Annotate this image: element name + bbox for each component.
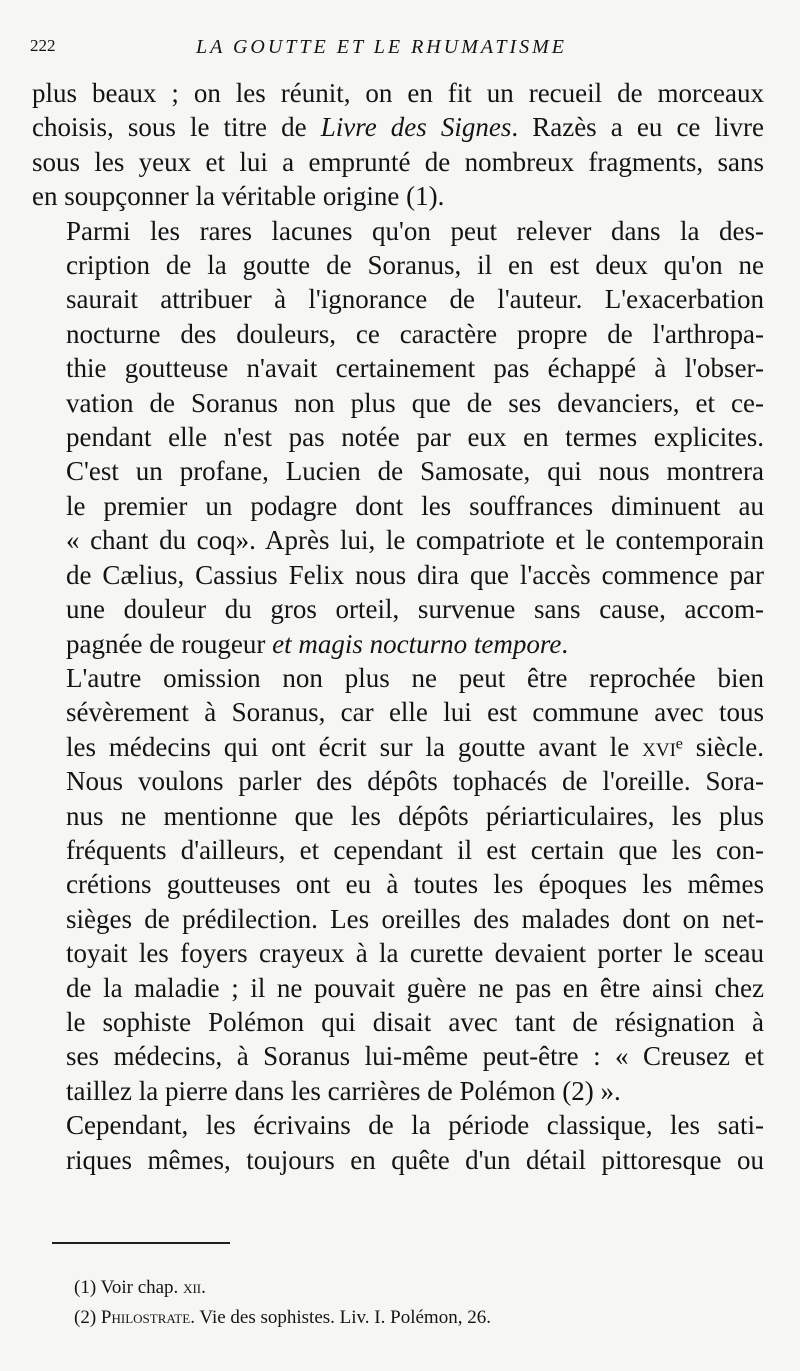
footnote: (2) Philostrate. Vie des sophistes. Liv. I. Polémon, 26. (74, 1307, 491, 1328)
text-line: le premier un podagre dont les souffrances diminuent au (66, 490, 764, 521)
page-header (30, 36, 770, 60)
text-line: saurait attribuer à l'ignorance de l'auteur. L'exacerbation (66, 284, 764, 315)
text-line: en soupçonner la véritable origine (1). (32, 181, 445, 212)
footnote-rule (52, 1242, 230, 1244)
text-line: pendant elle n'est pas notée par eux en termes explicites. (66, 422, 764, 453)
italic-text: et magis nocturno tempore (272, 628, 562, 659)
text-line: une douleur du gros orteil, survenue sans cause, accom- (66, 594, 764, 625)
footnotes (74, 1273, 694, 1333)
paragraph (32, 76, 764, 214)
text-line: sièges de prédilection. Les oreilles des malades dont on net- (66, 903, 764, 934)
text-line: taillez la pierre dans les carrières de Polémon (2) ». (66, 1075, 621, 1106)
running-head: LA GOUTTE ET LE RHUMATISME (196, 36, 567, 58)
text-line: L'autre omission non plus ne peut être reprochée bien (66, 662, 764, 693)
text-line: « chant du coq». Après lui, le compatriote et le contemporain (66, 525, 764, 556)
text-line: nus ne mentionne que les dépôts périarticulaires, les plus (66, 800, 764, 831)
text-line: vation de Soranus non plus que de ses devanciers, et ce- (66, 387, 764, 418)
text-line: ses médecins, à Soranus lui-même peut-être : « Creusez et (66, 1041, 764, 1072)
text-line: Cependant, les écrivains de la période classique, les sati- (66, 1110, 764, 1141)
page-number: 222 (30, 36, 56, 55)
text-line: le sophiste Polémon qui disait avec tant de résignation à (66, 1006, 764, 1037)
text-line: riques mêmes, toujours en quête d'un détail pittoresque ou (66, 1144, 764, 1175)
text-line: fréquents d'ailleurs, et cependant il est certain que les con- (66, 834, 764, 865)
text-line: thie goutteuse n'avait certainement pas échappé à l'obser- (66, 353, 764, 384)
small-caps-text: Philostrate (100, 1307, 191, 1328)
text-line: sous les yeux et lui a emprunté de nombreux fragments, sans (32, 146, 764, 177)
text-line: crétions goutteuses ont eu à toutes les époques les mêmes (66, 869, 764, 900)
italic-text: Livre des Signes (320, 112, 512, 143)
small-caps-text: xvi (642, 731, 676, 762)
footnote-marker: (2) (74, 1307, 101, 1328)
text-line: de la maladie ; il ne pouvait guère ne pas en être ainsi chez (66, 972, 764, 1003)
text-line: de Cælius, Cassius Felix nous dira que l'accès commence par (66, 559, 764, 590)
footnote-marker: (1) (74, 1277, 101, 1298)
footnote: (1) Voir chap. xii. (74, 1277, 206, 1298)
text-line: pagnée de rougeur et magis nocturno tempore. (66, 628, 569, 659)
text-line: nocturne des douleurs, ce caractère propre de l'arthropa- (66, 318, 764, 349)
text-line: choisis, sous le titre de Livre des Signes. Razès a eu ce livre (32, 112, 764, 143)
text-line: sévèrement à Soranus, car elle lui est commune avec tous (66, 697, 764, 728)
body-text (32, 76, 764, 1177)
text-line: cription de la goutte de Soranus, il en est deux qu'on ne (66, 250, 764, 281)
text-line: les médecins qui ont écrit sur la goutte avant le xviᵉ siècle. (66, 731, 764, 762)
paragraph (32, 661, 764, 1108)
text-line: plus beaux ; on les réunit, on en fit un recueil de morceaux (32, 78, 764, 108)
paragraph (32, 1108, 764, 1177)
small-caps-text: xii (183, 1277, 202, 1298)
text-line: Parmi les rares lacunes qu'on peut relever dans la des- (66, 215, 764, 246)
paragraph (32, 214, 764, 661)
text-line: Nous voulons parler des dépôts tophacés de l'oreille. Sora- (66, 766, 764, 797)
text-line: C'est un profane, Lucien de Samosate, qui nous montrera (66, 456, 764, 487)
text-line: toyait les foyers crayeux à la curette devaient porter le sceau (66, 938, 764, 969)
